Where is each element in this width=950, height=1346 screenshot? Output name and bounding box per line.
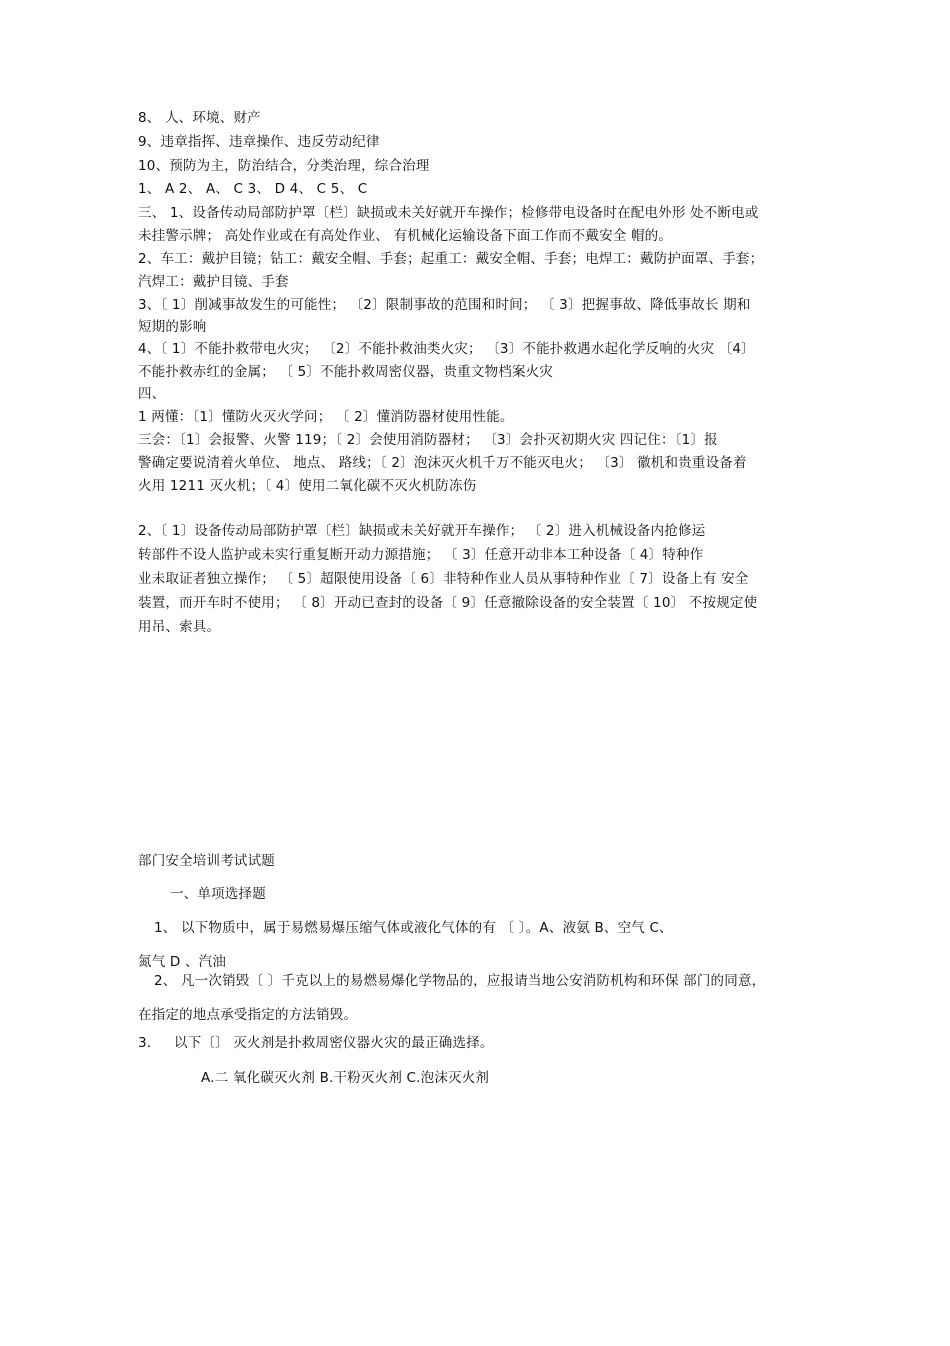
question-3-text: 以下〔〕 灭火剂是扑救周密仪器火灾的最正确选择。 (174, 1035, 494, 1051)
answer-line: 8、 人、环境、财产 (138, 110, 261, 126)
answer-line: 四、 (138, 386, 166, 402)
answer-line: 不能扑救赤红的金属； 〔 5〕不能扑救周密仪器，贵重文物档案火灾 (138, 364, 554, 380)
answer-line: 1 两懂：〔1〕懂防火灭火学问； 〔 2〕懂消防器材使用性能。 (138, 409, 514, 425)
answer-line: 4、〔 1〕不能扑救带电火灾； 〔2〕不能扑救油类火灾； 〔3〕不能扑救遇水起化学反响的火灾 〔4〕 (138, 341, 755, 357)
question-3-options: A.二 氧化碳灭火剂 B.干粉灭火剂 C.泡沫灭火剂 (201, 1070, 490, 1086)
answer-line: 业未取证者独立操作； 〔 5〕超限使用设备〔 6〕非特种作业人员从事特种作业〔 7〕设备上有 安全 (138, 571, 749, 587)
section-heading: 一、单项选择题 (170, 886, 266, 902)
question-2-line: 2、 凡一次销毁〔 〕千克以上的易燃易爆化学物品的，应报请当地公安消防机构和环保 部门的同意， (154, 973, 766, 989)
question-2-line: 在指定的地点承受指定的方法销毁。 (138, 1007, 358, 1023)
answer-line: 三、 1、设备传动局部防护罩〔栏〕缺损或未关好就开车操作；检修带电设备时在配电外形 处不断电或 (138, 205, 759, 221)
answer-line: 火用 1211 灭火机；〔 4〕使用二氧化碳不灭火机防冻伤 (138, 478, 477, 494)
answer-line: 1、 A 2、 A、 C 3、 D 4、 C 5、 C (138, 181, 368, 197)
answer-line: 用吊、索具。 (138, 619, 221, 635)
question-3-number: 3. (138, 1035, 152, 1051)
answer-line: 未挂警示牌； 高处作业或在有高处作业、 有机械化运输设备下面工作而不戴安全 帽的。 (138, 228, 673, 244)
answer-line: 3、〔 1〕削减事故发生的可能性； 〔2〕限制事故的范围和时间； 〔 3〕把握事故、降低事故长 期和 (138, 297, 751, 313)
answer-line: 短期的影响 (138, 319, 207, 335)
question-1-line: 氮气 D 、汽油 (138, 954, 227, 970)
question-1-line: 1、 以下物质中，属于易燃易爆压缩气体或液化气体的有 〔 〕。A、液氨 B、空气 C、 (154, 920, 673, 936)
answer-line: 转部件不设人监护或未实行重复断开动力源措施； 〔 3〕任意开动非本工种设备〔 4〕特种作 (138, 547, 704, 563)
answer-line: 2、车工：戴护目镜；钻工：戴安全帽、手套；起重工：戴安全帽、手套；电焊工：戴防护面罩、手套； (138, 251, 764, 267)
answer-line: 2、〔 1〕设备传动局部防护罩〔栏〕缺损或未关好就开车操作； 〔 2〕进入机械设备内抢修运 (138, 523, 706, 539)
answer-line: 装置，而开车时不使用； 〔 8〕开动已查封的设备〔 9〕任意撤除设备的安全装置〔 10〕 不按规定使 (138, 595, 758, 611)
answer-line: 三会：〔1〕会报警、火警 119；〔 2〕会使用消防器材； 〔3〕会扑灭初期火灾 四记住：〔1〕报 (138, 432, 718, 448)
answer-line: 10、预防为主，防治结合，分类治理，综合治理 (138, 158, 430, 174)
answer-line: 警确定要说清着火单位、 地点、 路线；〔 2〕泡沫灭火机千万不能灭电火； 〔3〕 徽机和贵重设备着 (138, 455, 747, 471)
answer-line: 9、违章指挥、违章操作、违反劳动纪律 (138, 134, 380, 150)
exam-title: 部门安全培训考试试题 (138, 853, 275, 869)
answer-line: 汽焊工：戴护目镜、手套 (138, 274, 289, 290)
